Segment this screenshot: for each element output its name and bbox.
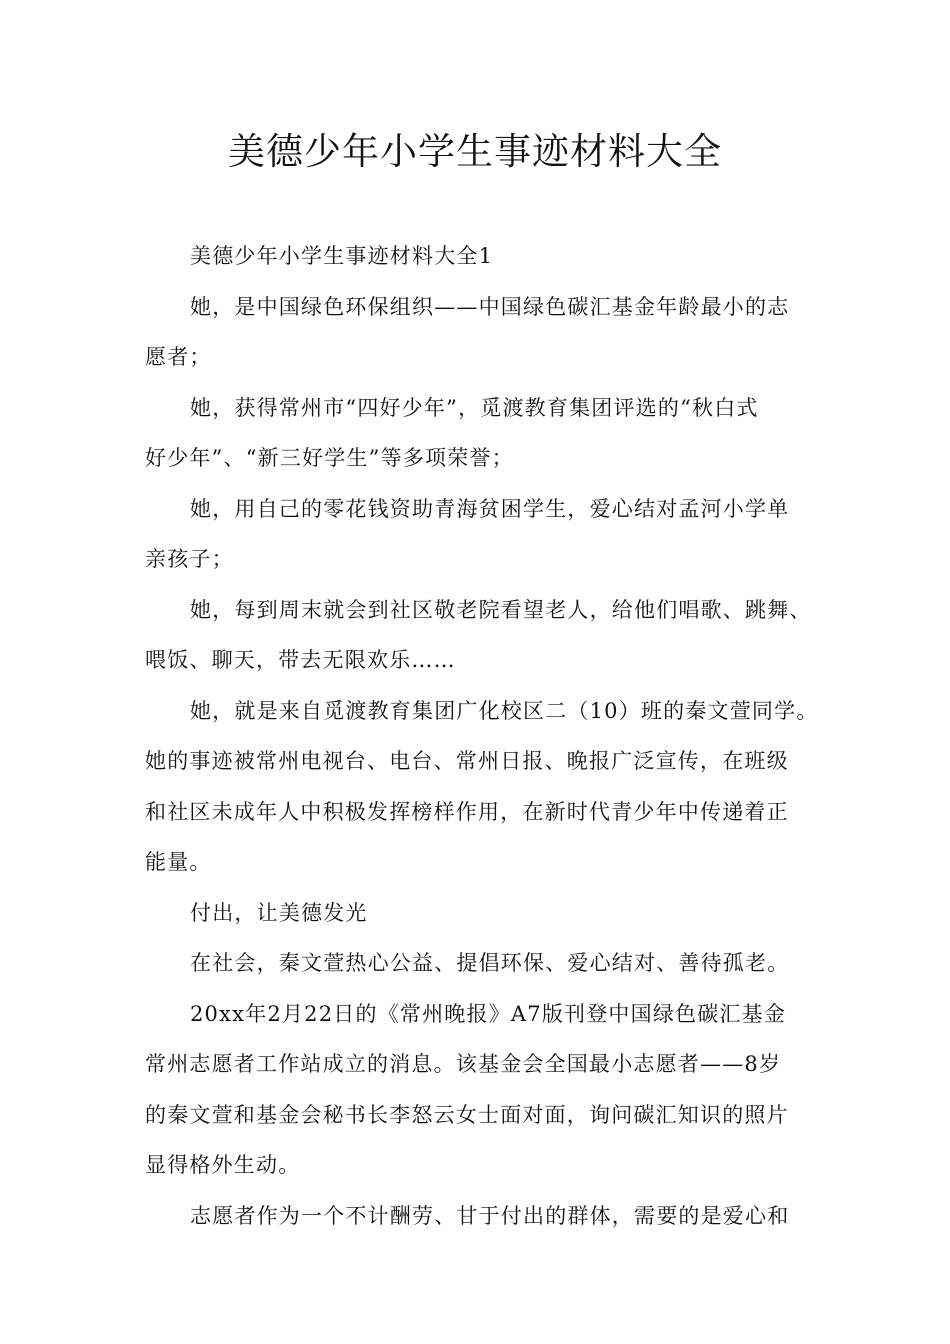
text-line: 她的事迹被常州电视台、电台、常州日报、晚报广泛宣传，在班级 [145, 749, 789, 773]
text-line: 能量。 [145, 850, 212, 874]
text-line: 她，每到周末就会到社区敬老院看望老人，给他们唱歌、跳舞、 [190, 597, 812, 622]
text-line: 在社会，秦文萱热心公益、提倡环保、爱心结对、善待孤老。 [190, 951, 790, 975]
text-line: 美德少年小学生事迹材料大全1 [190, 244, 494, 268]
text-line: 喂饭、聊天，带去无限欢乐…… [145, 648, 456, 672]
text-line: 显得格外生动。 [145, 1153, 301, 1177]
text-line: 她，获得常州市“四好少年”，觅渡教育集团评选的“秋白式 [190, 395, 759, 420]
text-line: 的秦文萱和基金会秘书长李怒云女士面对面，询问碳汇知识的照片 [145, 1102, 789, 1127]
text-line: 亲孩子； [145, 547, 234, 571]
text-line: 她，就是来自觅渡教育集团广化校区二（10）班的秦文萱同学。 [190, 698, 819, 723]
text-line: 她，是中国绿色环保组织——中国绿色碳汇基金年龄最小的志 [190, 294, 790, 319]
text-line: 常州志愿者工作站成立的消息。该基金会全国最小志愿者——8岁 [145, 1052, 782, 1076]
document-title: 美德少年小学生事迹材料大全 [228, 130, 722, 173]
text-line: 她，用自己的零花钱资助青海贫困学生，爱心结对孟河小学单 [190, 496, 790, 521]
document-body [145, 231, 819, 1241]
text-line: 20xx年2月22日的《常州晚报》A7版刊登中国绿色碳汇基金 [190, 1001, 787, 1026]
text-line: 和社区未成年人中积极发挥榜样作用，在新时代青少年中传递着正 [145, 799, 789, 824]
text-line: 好少年”、“新三好学生”等多项荣誉； [145, 446, 514, 470]
text-line: 付出，让美德发光 [190, 900, 368, 925]
text-line: 愿者； [145, 345, 212, 369]
text-line: 志愿者作为一个不计酬劳、甘于付出的群体，需要的是爱心和 [190, 1203, 790, 1228]
